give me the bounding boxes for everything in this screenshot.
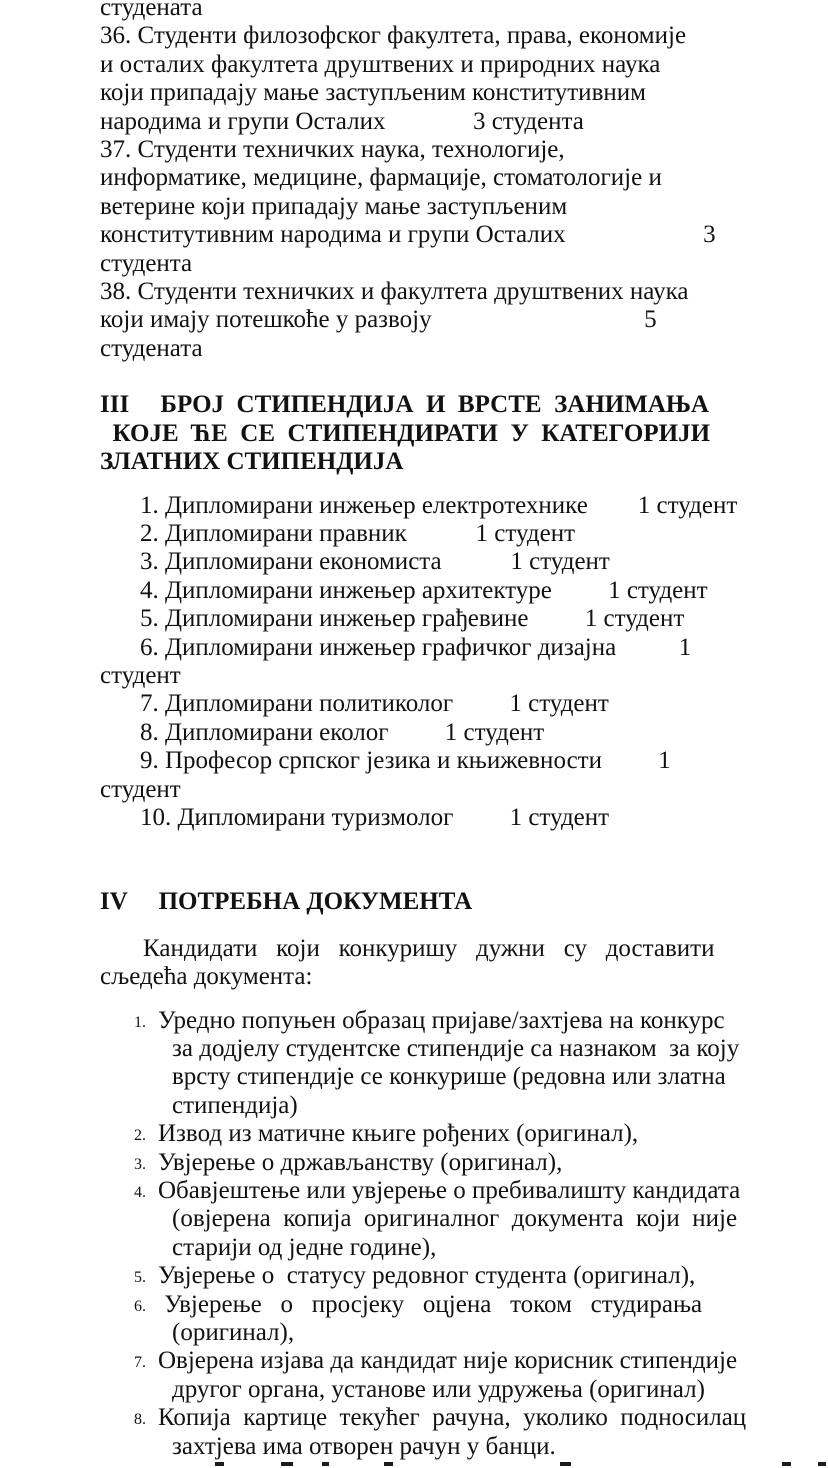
text-run: за додјелу студентске стипендије са назнаком за коју — [172, 1035, 740, 1062]
text-line — [172, 1376, 780, 1404]
text-line — [140, 577, 780, 605]
text-run: који имају потешкоће у развоју 5 — [100, 306, 657, 334]
text-line — [100, 335, 780, 363]
text-line — [172, 1205, 780, 1233]
text-line — [134, 1148, 780, 1177]
text-line — [100, 108, 780, 136]
list-number: 3. — [134, 1155, 146, 1173]
text-run: студената — [100, 334, 203, 362]
text-line — [134, 1404, 780, 1432]
text-run: 8. Дипломирани еколог 1 студент — [140, 718, 545, 746]
list-number: 1. — [134, 1013, 146, 1031]
text-run: стипендија) — [172, 1091, 298, 1119]
text-run: Овјерена изјава да кандидат није корисник стипендије — [158, 1347, 738, 1375]
text-line — [134, 1347, 780, 1375]
text-line — [140, 719, 780, 747]
text-line — [100, 164, 780, 192]
text-line — [140, 747, 780, 775]
text-line — [134, 1262, 780, 1290]
text-line — [143, 935, 780, 963]
text-run: КОЈЕ ЋЕ СЕ СТИПЕНДИРАТИ У КАТЕГОРИЈИ — [100, 419, 711, 447]
text-run: студент — [100, 661, 181, 689]
list-number: 2. — [134, 1127, 146, 1145]
scholarship-items-36-38 — [100, 0, 780, 363]
list-number: 4. — [134, 1184, 146, 1202]
text-run: конститутивним народима и групи Осталих 3 — [100, 221, 716, 249]
text-run: Кандидати који конкуришу дужни су доставити — [143, 934, 715, 962]
text-line — [100, 51, 780, 79]
text-run: 1. Дипломирани инжењер електротехнике 1 студент — [140, 491, 738, 519]
section-heading-line — [100, 888, 780, 916]
text-line — [172, 1092, 780, 1120]
list-number: 5. — [134, 1269, 146, 1287]
text-line — [134, 1120, 780, 1148]
text-line — [140, 690, 780, 718]
text-line — [172, 1234, 780, 1262]
text-run: старији од једне године), — [172, 1233, 437, 1261]
text-run: 2. Дипломирани правник 1 студент — [140, 519, 576, 547]
text-run: (оригинал), — [172, 1319, 295, 1347]
text-run: Извод из матичне књиге рођених (оригинал), — [158, 1120, 639, 1148]
text-run: студент — [100, 775, 181, 803]
text-run: студената — [100, 0, 203, 21]
text-line — [134, 1290, 780, 1319]
intro-paragraph — [100, 935, 780, 992]
text-line — [140, 634, 780, 662]
text-line — [100, 0, 780, 22]
clipped-next-line-marks — [0, 1460, 828, 1468]
text-run: другог органа, установе или удружења (оригинал) — [172, 1375, 705, 1403]
text-line — [140, 804, 780, 832]
text-run: информатике, медицине, фармације, стоматологије и — [100, 164, 662, 192]
text-run: и осталих факултета друштвених и природних наука — [100, 50, 661, 78]
section-iii-heading — [100, 391, 780, 476]
text-run: Увјерење о просјеку оцјена током студирања — [158, 1290, 703, 1318]
text-line — [100, 79, 780, 107]
text-line — [172, 1035, 780, 1063]
text-line — [140, 492, 780, 520]
text-line — [172, 1063, 780, 1091]
text-run: Копија картице текућег рачуна, уколико подносилац — [158, 1404, 747, 1432]
text-line — [100, 776, 780, 804]
required-documents-list — [100, 1007, 780, 1462]
text-run: који припадају мање заступљеним конститутивним — [100, 79, 646, 107]
text-run: 38. Студенти техничких и факултета друштвених наука — [100, 278, 689, 306]
text-line — [100, 278, 780, 306]
text-line — [100, 662, 780, 690]
golden-scholarship-list — [100, 492, 780, 833]
text-run: 3. Дипломирани економиста 1 студент — [140, 548, 610, 576]
text-line — [140, 605, 780, 633]
text-line — [100, 221, 780, 249]
text-run: (овјерена копија оригиналног документа који није — [172, 1205, 738, 1233]
section-heading-line — [100, 420, 780, 448]
list-number: 7. — [134, 1354, 146, 1372]
text-line — [134, 1006, 780, 1035]
text-line — [100, 963, 780, 991]
text-run: 10. Дипломирани туризмолог 1 студент — [140, 803, 610, 831]
text-line — [172, 1433, 780, 1461]
text-run: III БРОЈ СТИПЕНДИЈА И ВРСТЕ ЗАНИМАЊА — [100, 391, 709, 419]
text-run: Обавјештење или увјерење о пребивалишту кандидата — [158, 1177, 741, 1205]
text-run: Увјерење о статусу редовног студента (оригинал), — [158, 1262, 696, 1290]
text-line — [100, 22, 780, 50]
text-run: захтјева има отворен рачун у банци. — [172, 1432, 556, 1460]
text-run: ЗЛАТНИХ СТИПЕНДИЈА — [100, 448, 404, 476]
list-number: 8. — [134, 1411, 146, 1429]
text-run: Увјерење о држављанству (оригинал), — [158, 1148, 563, 1176]
text-line — [100, 136, 780, 164]
text-line — [100, 306, 780, 334]
text-run: 37. Студенти техничких наука, технологије, — [100, 136, 565, 164]
text-run: 36. Студенти филозофског факултета, права, економије — [100, 22, 687, 50]
list-number: 6. — [134, 1297, 146, 1315]
text-run: Уредно попуњен образац пријаве/захтјева на конкурс — [158, 1006, 725, 1034]
document-text-area — [100, 0, 780, 1461]
text-run: врсту стипендије се конкурише (редовна или златна — [172, 1063, 726, 1091]
text-line — [140, 520, 780, 548]
text-line — [100, 193, 780, 221]
text-run: ветерине који припадају мање заступљеним — [100, 192, 568, 220]
text-run: 5. Дипломирани инжењер грађевине 1 студент — [140, 605, 685, 633]
text-run: народима и групи Осталих 3 студента — [100, 107, 584, 135]
text-line — [140, 548, 780, 576]
text-line — [100, 250, 780, 278]
text-run: 9. Професор српског језика и књижевности 1 — [140, 747, 671, 775]
text-run: 4. Дипломирани инжењер архитектуре 1 студент — [140, 576, 708, 604]
text-run: 6. Дипломирани инжењер графичког дизајна 1 — [140, 633, 692, 661]
section-heading-line — [100, 448, 780, 476]
section-heading-line — [100, 391, 780, 419]
text-line — [172, 1319, 780, 1347]
text-line — [134, 1177, 780, 1205]
text-run: IV ПОТРЕБНА ДОКУМЕНТА — [100, 888, 473, 916]
text-run: сљедећа документа: — [100, 963, 313, 991]
section-iv-heading — [100, 888, 780, 916]
text-run: студента — [100, 249, 193, 277]
text-run: 7. Дипломирани политиколог 1 студент — [140, 690, 609, 718]
